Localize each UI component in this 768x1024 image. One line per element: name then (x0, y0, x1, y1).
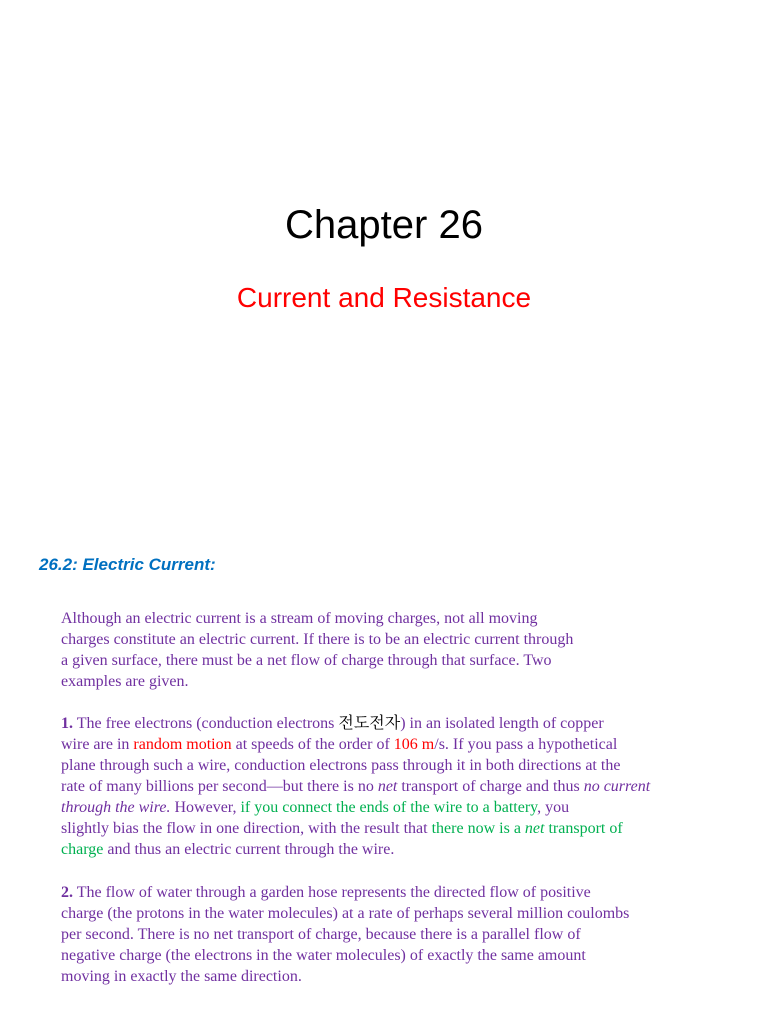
highlight-connect-battery: if you connect the ends of the wire to a battery (240, 799, 538, 816)
intro-line: Although an electric current is a stream of moving charges, not all moving (61, 610, 538, 627)
emphasis-net: net (377, 778, 398, 795)
chapter-title: Chapter 26 (285, 203, 483, 247)
korean-term: 전도전자 (338, 715, 401, 732)
text-span: wire are in (61, 736, 134, 753)
text-span: , you (537, 799, 570, 816)
text-span: transport of charge and thus (397, 778, 584, 795)
text-span: The flow of water through a garden hose represents the directed flow of positive (73, 884, 591, 901)
text-span: negative charge (the electrons in the water molecules) of exactly the same amount (61, 947, 586, 964)
text-span: slightly bias the flow in one direction, with the result that (61, 820, 432, 837)
text-span: /s (434, 736, 445, 753)
text-span: ) in an isolated length of copper (400, 715, 604, 732)
intro-line: a given surface, there must be a net flow of charge through that surface. Two (61, 652, 552, 669)
highlight-speed: 106 m (393, 736, 435, 753)
highlight-charge: charge (61, 841, 104, 858)
text-span: per second. There is no net transport of charge, because there is a parallel flow of (61, 926, 581, 943)
emphasis-net: net (524, 820, 545, 837)
emphasis-no-current: no current through the wire. (61, 778, 651, 816)
text-span: charge (the protons in the water molecules) at a rate of perhaps several million coulombs (61, 905, 630, 922)
text-span: . If you pass a hypothetical (444, 736, 618, 753)
text-span: moving in exactly the same direction. (61, 968, 302, 985)
chapter-subtitle: Current and Resistance (236, 282, 532, 313)
intro-line: examples are given. (61, 673, 189, 690)
section-heading: 26.2: Electric Current: (39, 555, 216, 574)
example-number: 1. (61, 715, 73, 732)
text-span: plane through such a wire, conduction electrons pass through it in both directions at the (61, 757, 621, 774)
text-span: The free electrons (conduction electrons (73, 715, 339, 732)
highlight-transport: transport of (544, 820, 623, 837)
example-2-paragraph (61, 882, 701, 987)
text-span: at speeds of the order of (231, 736, 394, 753)
text-span: rate of many billions per second—but there is no (61, 778, 378, 795)
text-span: and thus an electric current through the wire. (103, 841, 395, 858)
highlight-there-now: there now is a (431, 820, 525, 837)
intro-line: charges constitute an electric current. If there is to be an electric current through (61, 631, 574, 648)
example-1-paragraph (61, 713, 701, 860)
example-number: 2. (61, 884, 73, 901)
highlight-random-motion: random motion (133, 736, 232, 753)
text-span: However, (170, 799, 241, 816)
intro-paragraph (61, 608, 641, 692)
